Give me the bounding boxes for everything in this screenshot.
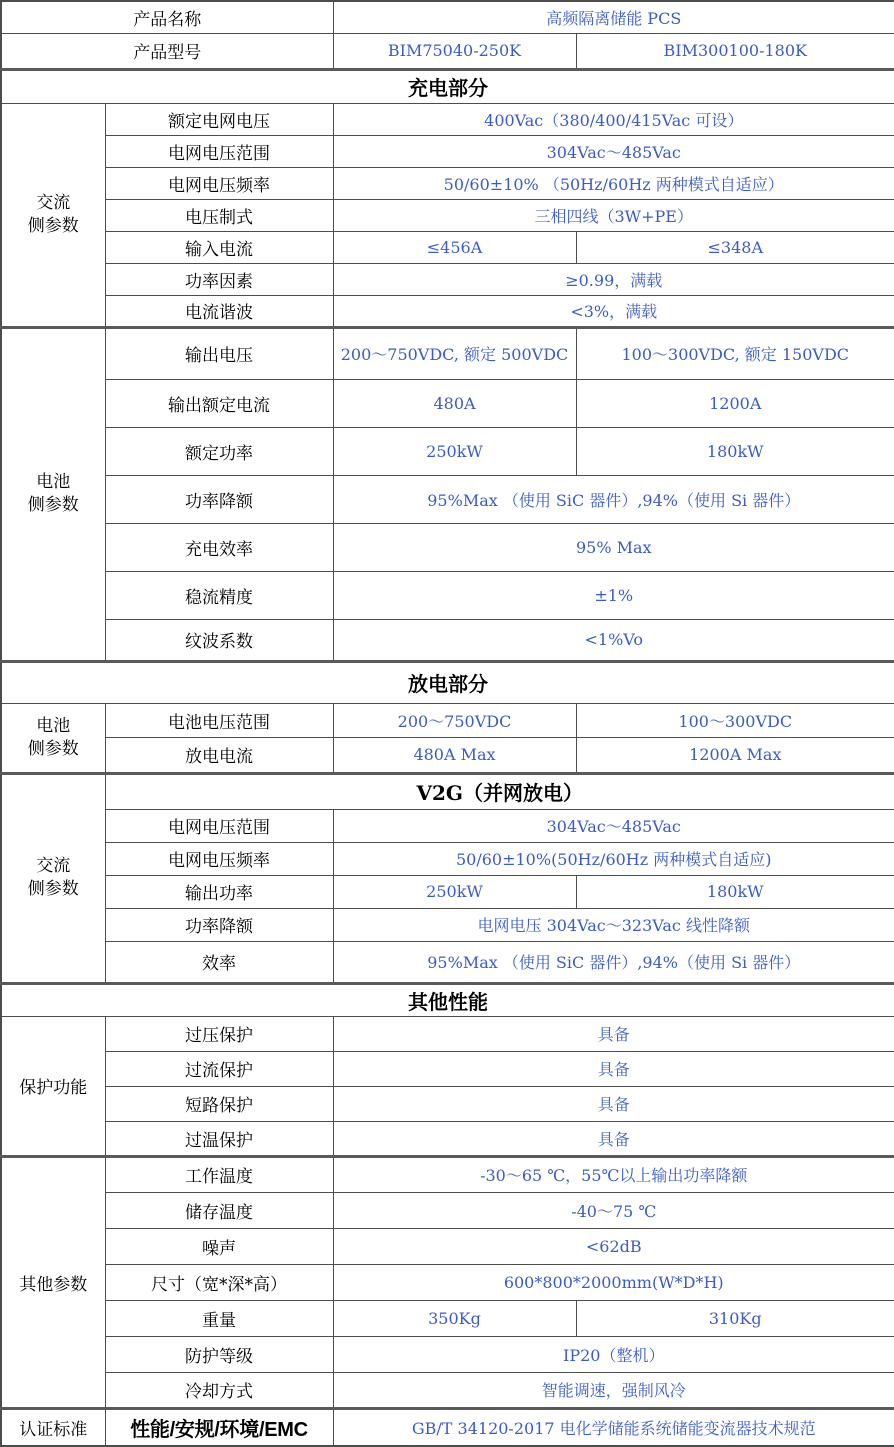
product-model-b: BIM300100-180K — [576, 33, 894, 69]
table-row — [1, 842, 894, 875]
param-label: 尺寸（宽*深*高） — [105, 1264, 333, 1300]
param-label: 工作温度 — [105, 1156, 333, 1192]
table-row — [1, 1372, 894, 1408]
table-row — [1, 1051, 894, 1086]
param-value-a: 200～750VDC — [333, 703, 576, 737]
group-cell-other-params: 其他参数 — [1, 1156, 105, 1408]
param-label: 稳流精度 — [105, 571, 333, 619]
param-value: ≥0.99，满载 — [333, 263, 894, 295]
param-value-a: 480A Max — [333, 737, 576, 773]
param-label: 短路保护 — [105, 1086, 333, 1121]
param-value-a: ≤456A — [333, 231, 576, 263]
group-cell-battery-discharge — [1, 703, 105, 773]
param-value-b: 100～300VDC — [576, 703, 894, 737]
group-label-line: 侧参数 — [27, 215, 79, 236]
param-value: <3%，满载 — [333, 295, 894, 327]
param-label: 纹波系数 — [105, 619, 333, 661]
param-label: 额定电网电压 — [105, 103, 333, 135]
param-label: 冷却方式 — [105, 1372, 333, 1408]
section-row-charge — [1, 69, 894, 103]
param-label: 输入电流 — [105, 231, 333, 263]
param-label: 输出电压 — [105, 327, 333, 379]
group-cell-battery-charge — [1, 327, 105, 661]
param-value: -40～75 ℃ — [333, 1192, 894, 1228]
param-label: 电网电压频率 — [105, 842, 333, 875]
group-cell-ac-charge — [1, 103, 105, 327]
param-value: 95%Max （使用 SiC 器件）,94%（使用 Si 器件） — [333, 475, 894, 523]
param-value: 具备 — [333, 1051, 894, 1086]
param-value: 电网电压 304Vac～323Vac 线性降额 — [333, 908, 894, 941]
certification-row — [1, 1408, 894, 1446]
table-row — [1, 33, 894, 69]
cert-scope-label: 性能/安规/环境/EMC — [105, 1408, 333, 1446]
param-value: ±1% — [333, 571, 894, 619]
table-row — [1, 1121, 894, 1156]
param-label: 噪声 — [105, 1228, 333, 1264]
param-value: <62dB — [333, 1228, 894, 1264]
table-row — [1, 809, 894, 842]
param-value: <1%Vo — [333, 619, 894, 661]
param-label: 额定功率 — [105, 427, 333, 475]
table-row — [1, 167, 894, 199]
table-row — [1, 231, 894, 263]
param-value: 具备 — [333, 1016, 894, 1051]
param-value: 具备 — [333, 1121, 894, 1156]
section-title-v2g: V2G（并网放电） — [105, 773, 894, 809]
table-row — [1, 379, 894, 427]
param-label: 过温保护 — [105, 1121, 333, 1156]
group-cell-ac-v2g — [1, 773, 105, 983]
param-label: 电池电压范围 — [105, 703, 333, 737]
param-value: 50/60±10% （50Hz/60Hz 两种模式自适应） — [333, 167, 894, 199]
param-value-b: 1200A — [576, 379, 894, 427]
cert-standard-value: GB/T 34120-2017 电化学储能系统储能变流器技术规范 — [333, 1408, 894, 1446]
param-value-a: 250kW — [333, 427, 576, 475]
param-value: 三相四线（3W+PE） — [333, 199, 894, 231]
table-row — [1, 295, 894, 327]
section-row-v2g — [1, 773, 894, 809]
table-row — [1, 571, 894, 619]
param-label: 重量 — [105, 1300, 333, 1336]
param-label: 电流谐波 — [105, 295, 333, 327]
param-label: 功率降额 — [105, 908, 333, 941]
param-value: IP20（整机） — [333, 1336, 894, 1372]
product-model-label: 产品型号 — [1, 33, 333, 69]
param-label: 防护等级 — [105, 1336, 333, 1372]
table-row — [1, 941, 894, 983]
product-name-value: 高频隔离储能 PCS — [333, 1, 894, 33]
param-value-b: 180kW — [576, 875, 894, 908]
table-row — [1, 737, 894, 773]
group-label-line: 交流 — [36, 856, 71, 877]
group-label-line: 侧参数 — [27, 738, 79, 759]
table-row — [1, 427, 894, 475]
table-row — [1, 619, 894, 661]
param-label: 输出功率 — [105, 875, 333, 908]
param-value-b: 100～300VDC, 额定 150VDC — [576, 327, 894, 379]
param-value-b: 310Kg — [576, 1300, 894, 1336]
table-row — [1, 1016, 894, 1051]
product-model-a: BIM75040-250K — [333, 33, 576, 69]
param-label: 充电效率 — [105, 523, 333, 571]
table-row — [1, 199, 894, 231]
group-cell-cert: 认证标准 — [1, 1408, 105, 1446]
group-label-line: 电池 — [36, 715, 71, 736]
param-value-a: 480A — [333, 379, 576, 427]
table-row — [1, 908, 894, 941]
table-row — [1, 475, 894, 523]
table-row — [1, 103, 894, 135]
group-label-line: 侧参数 — [27, 495, 79, 515]
table-row — [1, 1192, 894, 1228]
section-row-discharge — [1, 661, 894, 703]
table-row — [1, 327, 894, 379]
table-row — [1, 1, 894, 33]
param-value: 600*800*2000mm(W*D*H) — [333, 1264, 894, 1300]
param-value: 具备 — [333, 1086, 894, 1121]
group-label-line: 侧参数 — [27, 879, 79, 899]
param-value: 304Vac～485Vac — [333, 809, 894, 842]
param-value: 95% Max — [333, 523, 894, 571]
param-label: 输出额定电流 — [105, 379, 333, 427]
param-label: 放电电流 — [105, 737, 333, 773]
param-value-b: 180kW — [576, 427, 894, 475]
table-row — [1, 1156, 894, 1192]
table-row — [1, 1300, 894, 1336]
param-label: 效率 — [105, 941, 333, 983]
param-value: 304Vac～485Vac — [333, 135, 894, 167]
table-row — [1, 1264, 894, 1300]
table-row — [1, 135, 894, 167]
table-row — [1, 1086, 894, 1121]
param-label: 过流保护 — [105, 1051, 333, 1086]
param-value: 400Vac（380/400/415Vac 可设） — [333, 103, 894, 135]
section-title-other-perf: 其他性能 — [1, 983, 894, 1016]
param-value: 95%Max （使用 SiC 器件）,94%（使用 Si 器件） — [333, 941, 894, 983]
table-row — [1, 1336, 894, 1372]
param-value: -30～65 ℃，55℃以上输出功率降额 — [333, 1156, 894, 1192]
param-label: 功率降额 — [105, 475, 333, 523]
group-label-line: 交流 — [36, 192, 71, 213]
table-row — [1, 263, 894, 295]
table-row — [1, 1228, 894, 1264]
param-label: 功率因素 — [105, 263, 333, 295]
param-label: 储存温度 — [105, 1192, 333, 1228]
section-row-other-perf — [1, 983, 894, 1016]
product-name-label: 产品名称 — [1, 1, 333, 33]
param-value-a: 350Kg — [333, 1300, 576, 1336]
param-value: 智能调速，强制风冷 — [333, 1372, 894, 1408]
param-value-a: 250kW — [333, 875, 576, 908]
param-value-b: 1200A Max — [576, 737, 894, 773]
param-label: 电网电压频率 — [105, 167, 333, 199]
table-row — [1, 703, 894, 737]
param-value: 50/60±10%(50Hz/60Hz 两种模式自适应) — [333, 842, 894, 875]
section-title-discharge: 放电部分 — [1, 661, 894, 703]
table-row — [1, 523, 894, 571]
group-cell-protection: 保护功能 — [1, 1016, 105, 1156]
group-label-line: 电池 — [36, 472, 71, 493]
param-value-a: 200～750VDC, 额定 500VDC — [333, 327, 576, 379]
param-label: 电网电压范围 — [105, 135, 333, 167]
table-row — [1, 875, 894, 908]
param-label: 过压保护 — [105, 1016, 333, 1051]
param-label: 电压制式 — [105, 199, 333, 231]
param-value-b: ≤348A — [576, 231, 894, 263]
section-title-charge: 充电部分 — [1, 69, 894, 103]
param-label: 电网电压范围 — [105, 809, 333, 842]
